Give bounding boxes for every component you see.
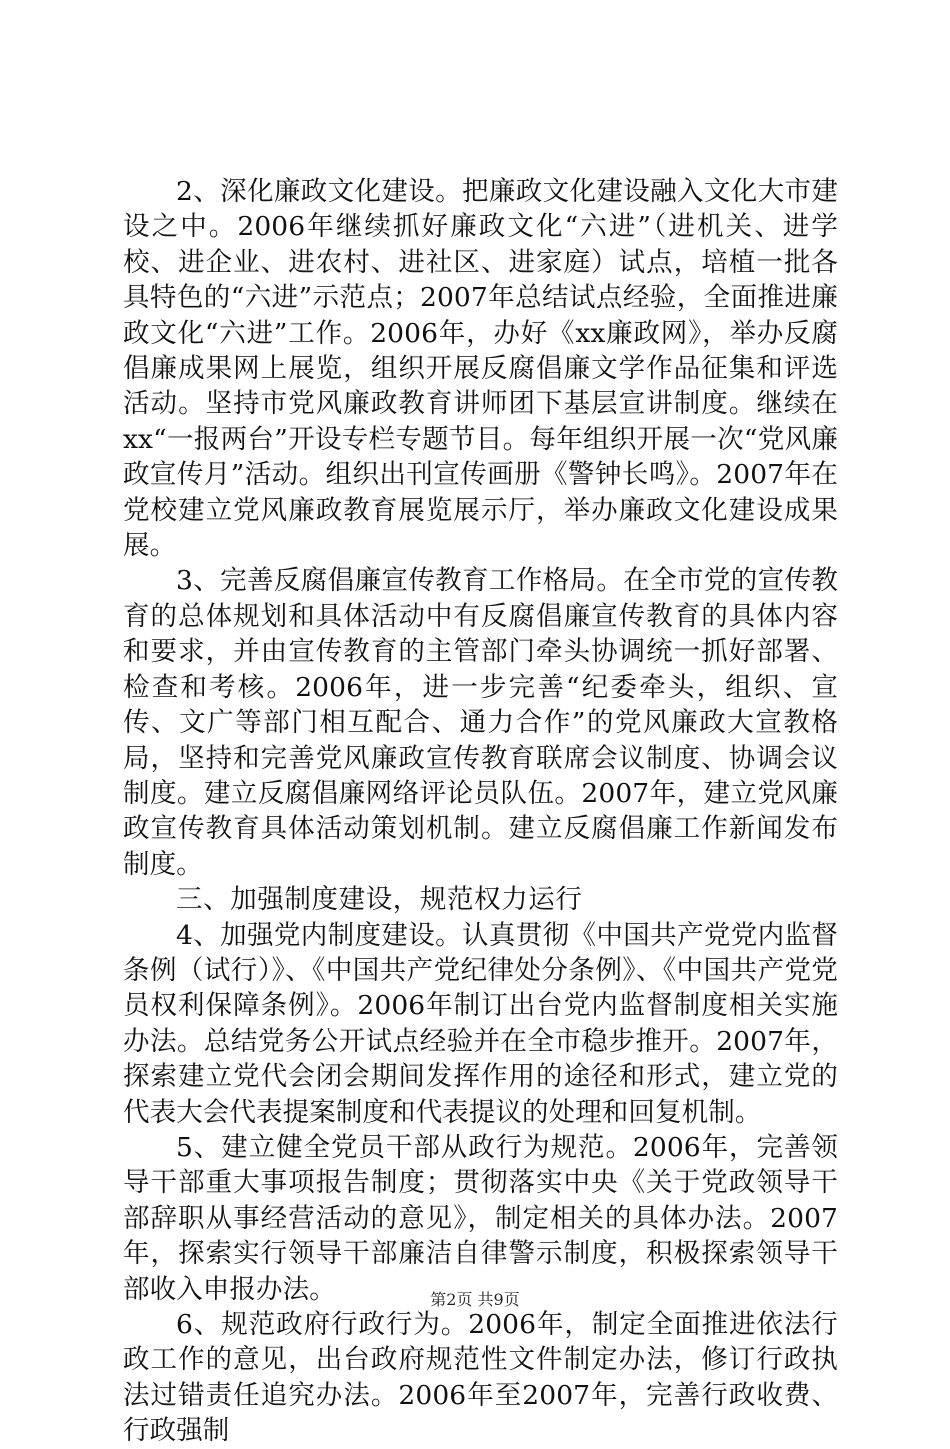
- paragraph-culture-building: 2、深化廉政文化建设。把廉政文化建设融入文化大市建设之中。2006年继续抓好廉政文化“六进”（进机关、进学校、进企业、进农村、进社区、进家庭）试点，培植一批各具特色的“六进”示范点；2007年总结试点经验，全面推进廉政文化“六进”工作。2006年，办好《xx廉政网》，举办反腐倡廉成果网上展览，组织开展反腐倡廉文学作品征集和评选活动。坚持市党风廉政教育讲师团下基层宣讲制度。继续在xx“一报两台”开设专栏专题节目。每年组织开展一次“党风廉政宣传月”活动。组织出刊宣传画册《警钟长鸣》。2007年在党校建立党风廉政教育展览展示厅，举办廉政文化建设成果展。: [123, 176, 838, 562]
- paragraph-government-conduct: 6、规范政府行政行为。2006年，制定全面推进依法行政工作的意见，出台政府规范性文件制定办法，修订行政执法过错责任追究办法。2006年至2007年，完善行政收费、行政强制: [123, 1309, 838, 1447]
- paragraph-party-system: 4、加强党内制度建设。认真贯彻《中国共产党党内监督条例（试行）》、《中国共产党纪律处分条例》、《中国共产党党员权利保障条例》。2006年制订出台党内监督制度相关实施办法。总结党务公开试点经验并在全市稳步推开。2007年，探索建立党代会闭会期间发挥作用的途径和形式，建立党的代表大会代表提案制度和代表提议的处理和回复机制。: [123, 919, 838, 1128]
- section-heading: 三、加强制度建设，规范权力运行: [176, 884, 583, 916]
- page-number-footer: 第2页 共9页: [430, 1290, 520, 1309]
- document-body: [123, 174, 838, 1449]
- paragraph-publicity-structure: 3、完善反腐倡廉宣传教育工作格局。在全市党的宣传教育的总体规划和具体活动中有反腐倡廉宣传教育的具体内容和要求，并由宣传教育的主管部门牵头协调统一抓好部署、检查和考核。2006年，进一步完善“纪委牵头，组织、宣传、文广等部门相互配合、通力合作”的党风廉政大宣教格局，坚持和完善党风廉政宣传教育联席会议制度、协调会议制度。建立反腐倡廉网络评论员队伍。2007年，建立党风廉政宣传教育具体活动策划机制。建立反腐倡廉工作新闻发布制度。: [123, 565, 838, 880]
- paragraph-cadre-conduct: 5、建立健全党员干部从政行为规范。2006年，完善领导干部重大事项报告制度；贯彻落实中央《关于党政领导干部辞职从事经营活动的意见》，制定相关的具体办法。2007年，探索实行领导干部廉洁自律警示制度，积极探索领导干部收入申报办法。: [123, 1131, 838, 1305]
